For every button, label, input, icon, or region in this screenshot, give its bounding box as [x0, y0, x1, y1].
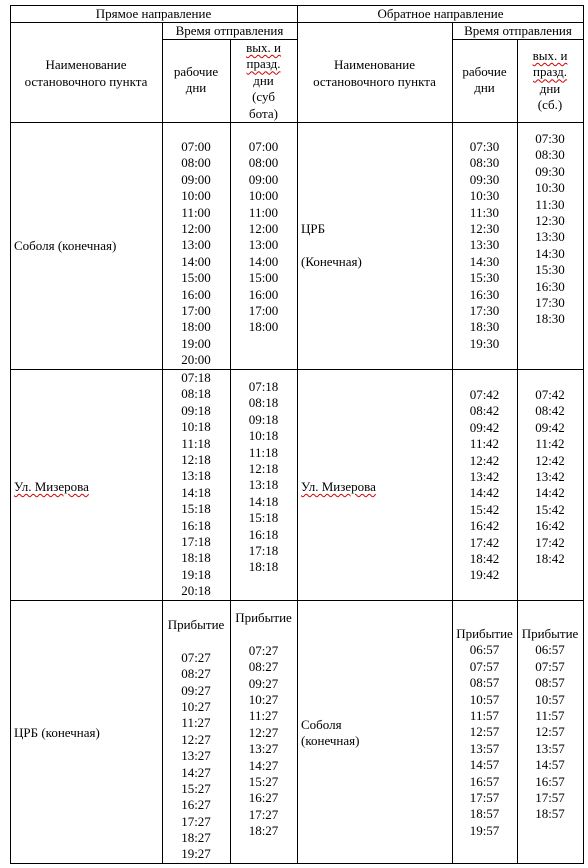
time-cell: 08:00	[181, 155, 211, 171]
forward-stop-3-name: ЦРБ (конечная)	[14, 725, 100, 740]
time-cell: 11:00	[181, 204, 211, 220]
time-cell: 17:30	[469, 302, 500, 318]
time-cell: 12:18	[181, 451, 211, 467]
time-cell: 15:42	[469, 501, 500, 517]
time-cell: 07:27	[181, 649, 211, 665]
forward-stop-2-workdays	[162, 370, 230, 599]
time-cell: 19:42	[469, 567, 500, 583]
time-cell: 09:00	[181, 171, 211, 187]
blank-line	[162, 633, 230, 649]
time-cell: 18:42	[535, 550, 565, 566]
blank-line	[230, 626, 297, 642]
time-cell: 08:57	[469, 675, 500, 691]
time-cell: 18:57	[535, 806, 565, 822]
time-cell: 14:30	[535, 245, 565, 261]
time-cell: 20:00	[181, 352, 211, 368]
time-cell: 13:30	[535, 229, 565, 245]
reverse-stop-1-name: ЦРБ (Конечная)	[301, 221, 362, 269]
forward-stop-2-name: Ул. Мизерова	[14, 479, 89, 494]
time-cell: 15:18	[181, 501, 211, 517]
forward-stop-name-header: Наименование остановочного пункта	[24, 57, 148, 89]
time-cell: 14:18	[248, 493, 279, 509]
table-border-right	[583, 5, 584, 864]
time-cell: 11:57	[469, 707, 500, 723]
time-cell: 14:18	[181, 484, 211, 500]
time-cell: 19:27	[181, 846, 211, 862]
time-cell: 18:42	[469, 550, 500, 566]
time-cell: 06:57	[535, 642, 565, 658]
forward-stop-1-weekend	[230, 139, 297, 336]
time-cell: 16:42	[535, 518, 565, 534]
forward-stop-1-name: Соболя (конечная)	[14, 238, 117, 253]
time-cell: 14:57	[469, 757, 500, 773]
time-cell: 09:30	[469, 171, 500, 187]
time-cell: 09:27	[181, 682, 211, 698]
time-cell: 07:00	[181, 139, 211, 154]
time-cell: 16:00	[248, 286, 279, 302]
time-cell: 16:27	[248, 790, 279, 806]
reverse-time-header: Время отправления	[464, 23, 572, 38]
time-cell: 13:42	[469, 468, 500, 484]
time-cell: 08:27	[181, 666, 211, 682]
time-cell: 07:18	[248, 379, 279, 394]
time-cell: 17:57	[535, 789, 565, 805]
time-cell: 16:57	[535, 773, 565, 789]
time-cell: 11:30	[469, 204, 500, 220]
time-cell: 07:00	[248, 139, 279, 154]
reverse-stop-2-name: Ул. Мизерова	[301, 479, 376, 494]
time-cell: 11:18	[181, 435, 211, 451]
time-cell: 18:27	[181, 830, 211, 846]
time-cell: 09:30	[535, 163, 565, 179]
time-cell: 16:18	[181, 517, 211, 533]
time-cell: 17:00	[248, 302, 279, 318]
time-cell: 14:00	[248, 253, 279, 269]
time-cell: 11:42	[469, 436, 500, 452]
forward-workdays-header: рабочие дни	[173, 64, 219, 96]
arrival-label: Прибытие	[235, 610, 292, 625]
spell-mark: вых. и	[246, 40, 281, 55]
time-cell: 16:57	[469, 773, 500, 789]
time-cell: 13:57	[469, 740, 500, 756]
time-cell: 10:18	[181, 419, 211, 435]
time-cell: 11:00	[248, 204, 279, 220]
time-cell: 12:27	[248, 724, 279, 740]
forward-direction-title: Прямое направление	[95, 6, 212, 21]
time-cell: 13:57	[535, 740, 565, 756]
time-cell: 11:42	[535, 436, 565, 452]
reverse-stop-3-name: Соболя (конечная)	[301, 717, 360, 749]
time-cell: 12:42	[535, 452, 565, 468]
time-cell: 14:57	[535, 757, 565, 773]
time-cell: 10:27	[181, 698, 211, 714]
time-cell: 16:42	[469, 518, 500, 534]
spell-mark: вых. и	[532, 48, 568, 63]
time-cell: 16:30	[535, 278, 565, 294]
time-cell: 13:42	[535, 468, 565, 484]
time-cell: 15:00	[248, 270, 279, 286]
reverse-stop-name-header: Наименование остановочного пункта	[313, 57, 436, 89]
time-cell: 09:42	[469, 419, 500, 435]
time-cell: 10:57	[535, 691, 565, 707]
time-cell: 12:18	[248, 460, 279, 476]
time-cell: 18:18	[181, 550, 211, 566]
time-cell: 10:18	[248, 428, 279, 444]
time-cell: 16:27	[181, 797, 211, 813]
time-cell: 18:57	[469, 806, 500, 822]
time-cell: 08:00	[248, 155, 279, 171]
time-cell: 15:42	[535, 501, 565, 517]
time-cell: 08:18	[181, 386, 211, 402]
reverse-stop-3-weekend	[517, 626, 583, 823]
reverse-stop-1-workdays	[452, 139, 517, 352]
arrival-label: Прибытие	[521, 626, 579, 641]
time-cell: 16:00	[181, 286, 211, 302]
time-cell: 19:30	[469, 335, 500, 351]
forward-stop-3-weekend	[230, 610, 297, 839]
time-cell: 12:00	[181, 220, 211, 236]
time-cell: 09:27	[248, 675, 279, 691]
time-cell: 07:42	[535, 387, 565, 402]
time-cell: 18:30	[535, 311, 565, 327]
time-cell: 14:42	[535, 485, 565, 501]
time-cell: 13:30	[469, 237, 500, 253]
time-cell: 11:27	[181, 715, 211, 731]
time-cell: 12:00	[248, 220, 279, 236]
time-cell: 15:00	[181, 270, 211, 286]
time-cell: 18:00	[181, 319, 211, 335]
time-cell: 07:30	[469, 139, 500, 154]
reverse-stop-3-workdays	[452, 626, 517, 839]
time-cell: 09:00	[248, 171, 279, 187]
time-cell: 10:57	[469, 691, 500, 707]
reverse-weekend-header: вых. и празд. дни (сб.)	[532, 48, 568, 113]
time-cell: 17:42	[535, 534, 565, 550]
time-cell: 11:27	[248, 708, 279, 724]
time-cell: 12:57	[469, 724, 500, 740]
time-cell: 12:27	[181, 731, 211, 747]
time-cell: 17:00	[181, 302, 211, 318]
time-cell: 07:57	[535, 658, 565, 674]
time-cell: 08:42	[469, 403, 500, 419]
time-cell: 10:27	[248, 691, 279, 707]
forward-stop-1-workdays	[162, 139, 230, 368]
time-cell: 15:30	[469, 270, 500, 286]
time-cell: 17:30	[535, 294, 565, 310]
time-cell: 13:18	[248, 477, 279, 493]
time-cell: 08:57	[535, 675, 565, 691]
time-cell: 18:27	[248, 823, 279, 839]
time-cell: 10:30	[469, 188, 500, 204]
time-cell: 08:30	[535, 147, 565, 163]
time-cell: 15:27	[181, 780, 211, 796]
time-cell: 18:00	[248, 319, 279, 335]
time-cell: 18:30	[469, 319, 500, 335]
time-cell: 20:18	[181, 583, 211, 599]
time-cell: 19:57	[469, 822, 500, 838]
time-cell: 07:27	[248, 642, 279, 658]
time-cell: 18:18	[248, 559, 279, 575]
forward-stop-2-weekend	[230, 379, 297, 576]
forward-stop-3-workdays	[162, 617, 230, 863]
time-cell: 07:57	[469, 658, 500, 674]
time-cell: 17:27	[248, 806, 279, 822]
time-cell: 17:57	[469, 789, 500, 805]
table-border-left	[10, 5, 11, 864]
time-cell: 11:30	[535, 196, 565, 212]
forward-time-header: Время отправления	[175, 23, 284, 38]
time-cell: 09:18	[181, 402, 211, 418]
time-cell: 09:42	[535, 419, 565, 435]
time-cell: 13:27	[248, 741, 279, 757]
time-cell: 19:18	[181, 566, 211, 582]
time-cell: 10:30	[535, 180, 565, 196]
time-cell: 12:42	[469, 452, 500, 468]
time-cell: 08:42	[535, 403, 565, 419]
time-cell: 13:18	[181, 468, 211, 484]
reverse-workdays-header: рабочие дни	[462, 64, 507, 96]
time-cell: 15:27	[248, 773, 279, 789]
time-cell: 12:30	[469, 220, 500, 236]
time-cell: 13:27	[181, 748, 211, 764]
time-cell: 17:18	[248, 542, 279, 558]
time-cell: 12:30	[535, 212, 565, 228]
time-cell: 11:57	[535, 707, 565, 723]
time-cell: 16:30	[469, 286, 500, 302]
time-cell: 10:00	[181, 188, 211, 204]
reverse-stop-2-weekend	[517, 387, 583, 567]
time-cell: 13:00	[248, 237, 279, 253]
time-cell: 14:27	[248, 757, 279, 773]
time-cell: 11:18	[248, 444, 279, 460]
time-cell: 08:30	[469, 155, 500, 171]
time-cell: 16:18	[248, 526, 279, 542]
time-cell: 15:18	[248, 510, 279, 526]
time-cell: 12:57	[535, 724, 565, 740]
time-cell: 15:30	[535, 262, 565, 278]
reverse-stop-2-workdays	[452, 387, 517, 584]
spell-mark: празд.	[533, 64, 567, 80]
time-cell: 07:30	[535, 131, 565, 146]
reverse-stop-1-weekend	[517, 131, 583, 328]
time-cell: 08:18	[248, 395, 279, 411]
reverse-direction-title: Обратное направление	[377, 6, 504, 21]
time-cell: 06:57	[469, 642, 500, 658]
time-cell: 17:42	[469, 534, 500, 550]
spell-mark: празд.	[246, 56, 281, 72]
time-cell: 09:18	[248, 411, 279, 427]
arrival-label: Прибытие	[167, 617, 225, 632]
time-cell: 14:42	[469, 485, 500, 501]
col-divider-direction	[297, 5, 298, 864]
time-cell: 10:00	[248, 188, 279, 204]
time-cell: 08:27	[248, 659, 279, 675]
time-cell: 07:42	[469, 387, 500, 402]
time-cell: 13:00	[181, 237, 211, 253]
time-cell: 14:27	[181, 764, 211, 780]
arrival-label: Прибытие	[456, 626, 513, 641]
time-cell: 14:00	[181, 253, 211, 269]
time-cell: 14:30	[469, 253, 500, 269]
time-cell: 07:18	[181, 370, 211, 385]
time-cell: 19:00	[181, 335, 211, 351]
time-cell: 17:27	[181, 813, 211, 829]
forward-weekend-header: вых. и празд. дни (суб бота)	[246, 40, 281, 121]
time-cell: 17:18	[181, 533, 211, 549]
